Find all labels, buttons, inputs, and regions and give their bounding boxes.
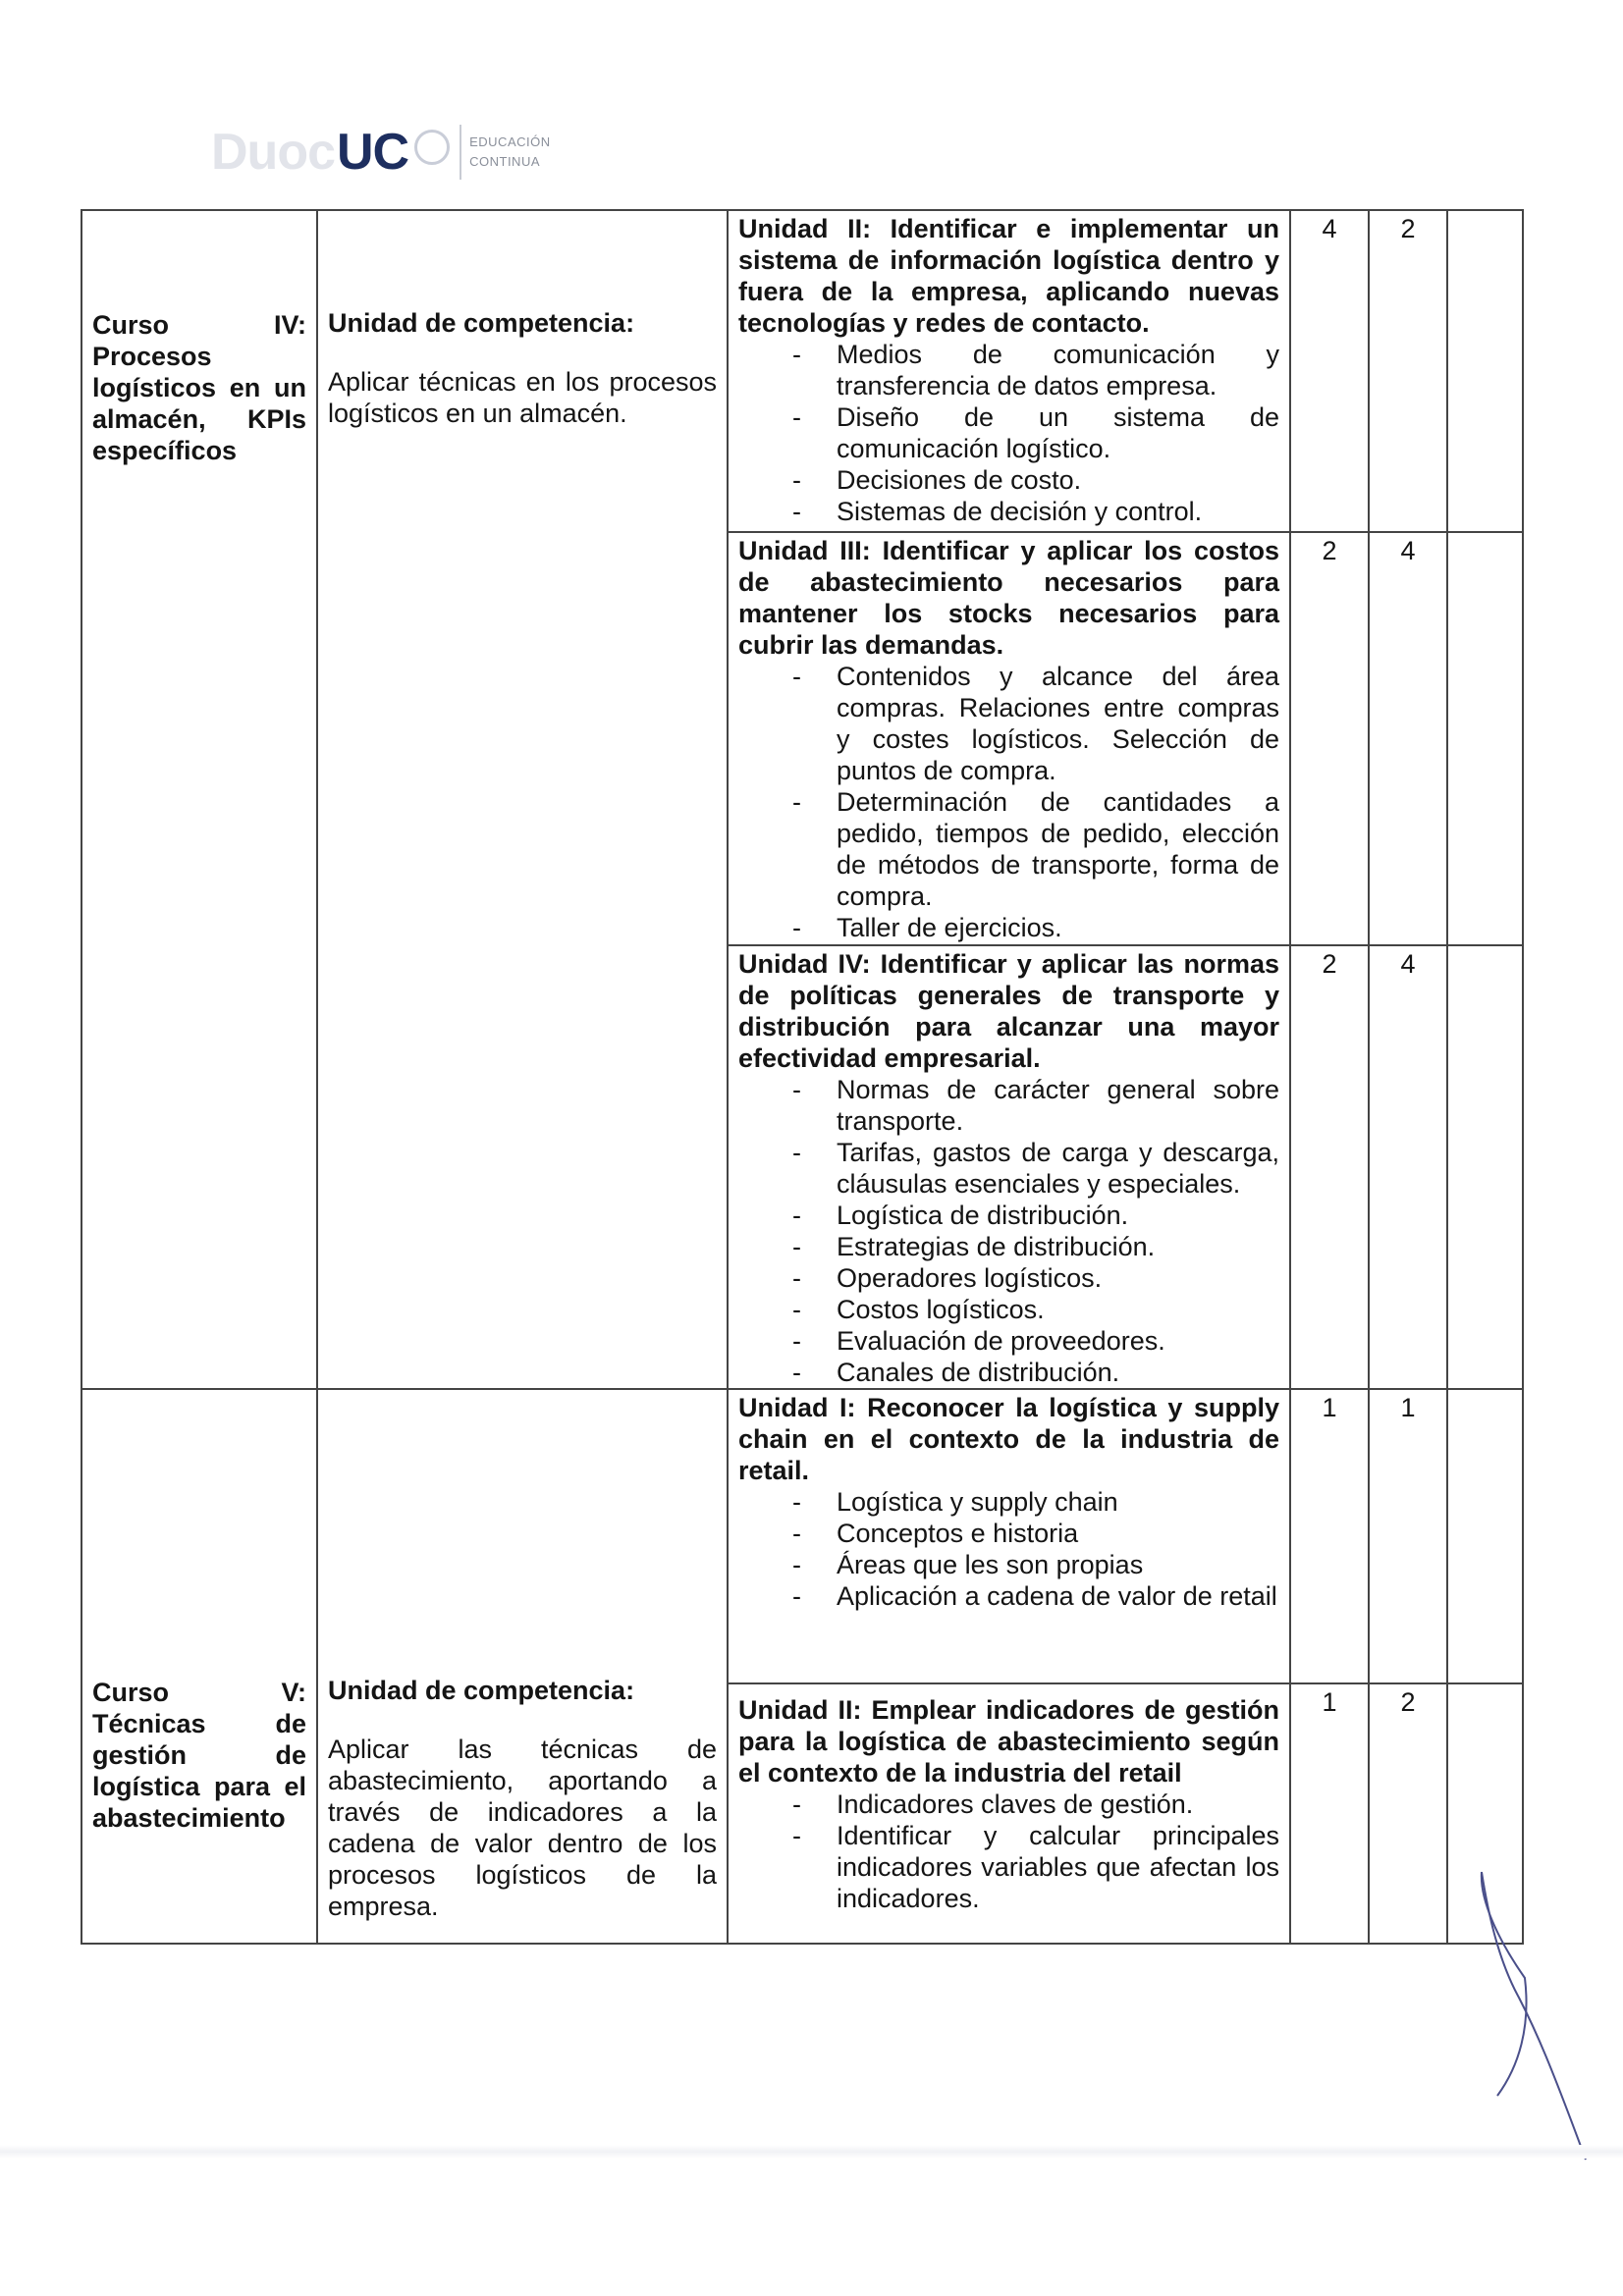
topic-list — [738, 1074, 1279, 1388]
course-name: Curso IV: Procesos logísticos en un almacén, KPIs específicos — [92, 310, 306, 465]
topic-list — [738, 339, 1279, 527]
list-item: - Identificar y calcular principales indicadores variables que afectan los indicadores. — [738, 1820, 1279, 1914]
list-item: - Determinación de cantidades a pedido, tiempos de pedido, elección de métodos de transporte, forma de compra. — [738, 786, 1279, 912]
list-item: - Contenidos y alcance del área compras. Relaciones entre compras y costes logísticos. Selección de puntos de compra. — [738, 661, 1279, 786]
topic-list — [738, 661, 1279, 943]
list-item: - Aplicación a cadena de valor de retail — [738, 1580, 1279, 1612]
competency-title: Unidad de competencia: — [328, 1676, 635, 1705]
list-item: - Diseño de un sistema de comunicación logístico. — [738, 401, 1279, 464]
list-item: - Decisiones de costo. — [738, 464, 1279, 496]
hours-cell: 2 — [1290, 945, 1369, 1389]
topic-list — [738, 1486, 1279, 1612]
unit-title: Unidad IV: Identificar y aplicar las normas de políticas generales de transporte y distribución para alcanzar una mayor efectividad empresarial. — [738, 949, 1279, 1073]
hours-cell: 2 — [1290, 532, 1369, 945]
competency-cell — [317, 1389, 728, 1944]
hours-cell: 1 — [1369, 1389, 1447, 1683]
list-item: - Costos logísticos. — [738, 1294, 1279, 1325]
list-item: - Áreas que les son propias — [738, 1549, 1279, 1580]
empty-cell — [1447, 532, 1523, 945]
unit-cell — [728, 1389, 1290, 1683]
unit-cell — [728, 1683, 1290, 1944]
unit-cell — [728, 210, 1290, 532]
list-item: - Logística y supply chain — [738, 1486, 1279, 1518]
list-item: - Conceptos e historia — [738, 1518, 1279, 1549]
hours-cell: 4 — [1290, 210, 1369, 532]
empty-cell — [1447, 210, 1523, 532]
logo-divider — [460, 125, 461, 180]
table-row — [81, 1389, 1523, 1683]
unit-title: Unidad I: Reconocer la logística y supply chain en el contexto de la industria de retail. — [738, 1393, 1279, 1485]
competency-cell — [317, 210, 728, 1389]
competency-text: Aplicar técnicas en los procesos logísticos en un almacén. — [328, 367, 717, 428]
logo-subtitle — [469, 133, 551, 172]
course-cell — [81, 210, 317, 1389]
competency-title: Unidad de competencia: — [328, 308, 635, 338]
hours-cell: 2 — [1369, 1683, 1447, 1944]
duocuc-logo — [211, 124, 551, 181]
list-item: - Logística de distribución. — [738, 1200, 1279, 1231]
hours-cell: 4 — [1369, 945, 1447, 1389]
list-item: - Sistemas de decisión y control. — [738, 496, 1279, 527]
logo-uc-text: UC — [337, 124, 409, 181]
list-item: - Operadores logísticos. — [738, 1262, 1279, 1294]
logo-duoc-text: Duoc — [211, 124, 335, 181]
unit-title: Unidad II: Identificar e implementar un sistema de información logística dentro y fuera de la empresa, aplicando nuevas tecnologías y redes de contacto. — [738, 214, 1279, 338]
logo-subtitle-line2: CONTINUA — [469, 154, 540, 169]
list-item: - Estrategias de distribución. — [738, 1231, 1279, 1262]
list-item: - Canales de distribución. — [738, 1357, 1279, 1388]
hours-cell: 1 — [1290, 1389, 1369, 1683]
logo-subtitle-line1: EDUCACIÓN — [469, 134, 551, 149]
signature-mark — [1468, 1870, 1605, 2164]
unit-cell — [728, 532, 1290, 945]
scan-shadow — [0, 2145, 1623, 2159]
empty-cell — [1447, 945, 1523, 1389]
list-item: - Medios de comunicación y transferencia de datos empresa. — [738, 339, 1279, 401]
list-item: - Tarifas, gastos de carga y descarga, cláusulas esenciales y especiales. — [738, 1137, 1279, 1200]
competency-text: Aplicar las técnicas de abastecimiento, aportando a través de indicadores a la cadena de valor dentro de los procesos logísticos de la empresa. — [328, 1735, 717, 1921]
hours-cell: 4 — [1369, 532, 1447, 945]
course-name: Curso V: Técnicas de gestión de logística para el abastecimiento — [92, 1678, 306, 1833]
table-row — [81, 210, 1523, 532]
seal-icon — [414, 130, 450, 165]
course-table — [81, 209, 1524, 1945]
topic-list — [738, 1789, 1279, 1914]
unit-title: Unidad III: Identificar y aplicar los costos de abastecimiento necesarios para mantener los stocks necesarios para cubrir las demandas. — [738, 536, 1279, 660]
list-item: - Normas de carácter general sobre transporte. — [738, 1074, 1279, 1137]
unit-cell — [728, 945, 1290, 1389]
hours-cell: 2 — [1369, 210, 1447, 532]
hours-cell: 1 — [1290, 1683, 1369, 1944]
course-cell — [81, 1389, 317, 1944]
list-item: - Taller de ejercicios. — [738, 912, 1279, 943]
list-item: - Indicadores claves de gestión. — [738, 1789, 1279, 1820]
unit-title: Unidad II: Emplear indicadores de gestión para la logística de abastecimiento según el contexto de la industria del retail — [738, 1695, 1279, 1788]
list-item: - Evaluación de proveedores. — [738, 1325, 1279, 1357]
empty-cell — [1447, 1389, 1523, 1683]
